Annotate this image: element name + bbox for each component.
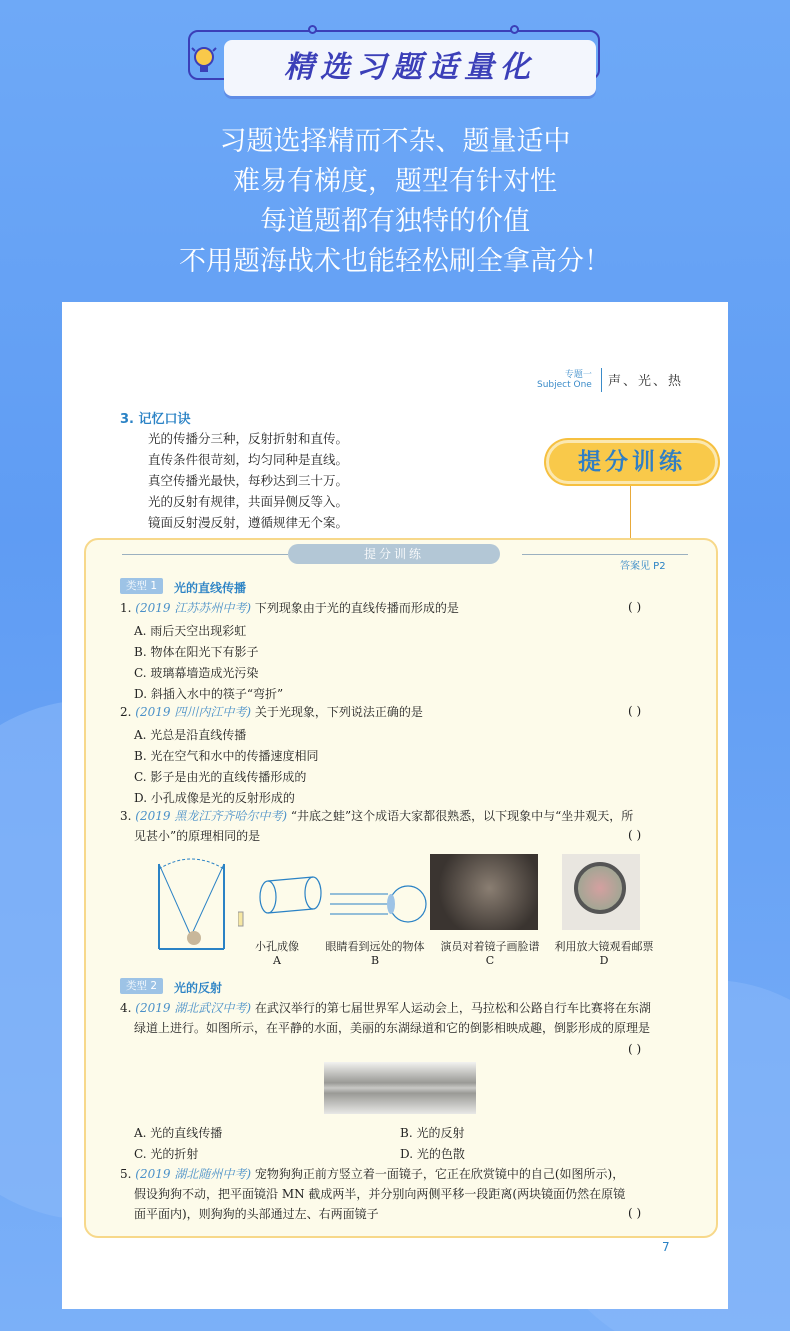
memory-line: 真空传播光最快，每秒达到三十万。	[148, 473, 349, 488]
memory-verse	[148, 428, 348, 533]
memory-heading: 3. 记忆口诀	[120, 412, 191, 427]
answer-blank: ( )	[628, 1206, 642, 1220]
figure-caption	[430, 938, 550, 967]
type-tag: 类型 1	[120, 578, 163, 594]
question-3	[120, 806, 633, 826]
callout-badge: 提分训练	[546, 440, 718, 484]
question-2	[120, 702, 423, 722]
banner-dot	[510, 25, 519, 34]
question-text: 在武汉举行的第七届世界军人运动会上，马拉松和公路自行车比赛将在东湖	[254, 1001, 651, 1015]
answer-blank: ( )	[628, 828, 642, 842]
option: A. 光总是沿直线传播	[134, 728, 247, 742]
question-5	[120, 1164, 624, 1184]
figure-caption-text: 眼睛看到远处的物体	[325, 940, 425, 953]
page-number: 7	[662, 1240, 670, 1254]
banner-title: 精选习题适量化	[284, 50, 536, 85]
photo-stamp-magnifier	[562, 854, 640, 930]
well-diagram	[154, 854, 244, 954]
figure-letter: B	[370, 954, 380, 967]
answer-blank: ( )	[628, 1042, 642, 1056]
figure-letter: A	[273, 954, 281, 967]
panel-title: 提分训练	[288, 544, 500, 564]
option: D. 小孔成像是光的反射形成的	[134, 791, 295, 805]
option: B. 光的反射	[400, 1126, 465, 1140]
question-text: 关于光现象，下列说法正确的是	[254, 705, 423, 719]
question-number: 1.	[120, 601, 132, 615]
intro-text	[0, 122, 790, 282]
answer-blank: ( )	[628, 600, 642, 614]
figure-caption-text: 小孔成像	[255, 940, 299, 953]
question-text-cont: 绿道上进行。如图所示，在平静的水面，美丽的东湖绿道和它的倒影相映成趣，倒影形成的原理是	[134, 1021, 651, 1035]
type-title: 光的反射	[174, 981, 223, 995]
question-source: (2019 江苏苏州中考)	[135, 601, 251, 615]
type-title: 光的直线传播	[174, 581, 247, 595]
question-number: 4.	[120, 1001, 132, 1015]
question-source: (2019 湖北武汉中考)	[135, 1001, 251, 1015]
question-number: 3.	[120, 809, 132, 823]
banner-dot	[308, 25, 317, 34]
callout-connector	[630, 486, 631, 538]
memory-line: 镜面反射漫反射，遵循规律无个案。	[148, 515, 349, 530]
question-text: “井底之蛙”这个成语大家都很熟悉，以下现象中与“坐井观天，所	[290, 809, 634, 823]
figure-caption	[242, 938, 312, 967]
eye-diagram	[328, 872, 428, 932]
question-number: 2.	[120, 705, 132, 719]
question-1	[120, 598, 459, 618]
option: B. 物体在阳光下有影子	[134, 645, 259, 659]
option: A. 光的直线传播	[134, 1126, 223, 1140]
question-source: (2019 湖北随州中考)	[135, 1167, 251, 1181]
option: B. 光在空气和水中的传播速度相同	[134, 749, 319, 763]
question-text-cont: 面平面内)，则狗狗的头部通过左、右两面镜子	[134, 1207, 379, 1221]
question-4	[120, 998, 651, 1018]
question-source: (2019 黑龙江齐齐哈尔中考)	[135, 809, 287, 823]
pinhole-camera-diagram	[238, 872, 328, 942]
header-divider	[601, 368, 602, 392]
memory-line: 光的反射有规律，共面异侧反等入。	[148, 494, 349, 509]
question-text-cont: 假设狗狗不动，把平面镜沿 MN 截成两半，并分别向两侧平移一段距离(两块镜面仍然在原镜	[134, 1187, 626, 1201]
divider-line	[122, 554, 288, 555]
memory-line: 光的传播分三种，反射折射和直传。	[148, 431, 349, 446]
question-number: 5.	[120, 1167, 132, 1181]
figure-caption-text: 利用放大镜观看邮票	[554, 940, 654, 953]
type-tag: 类型 2	[120, 978, 163, 994]
photo-lake-reflection	[324, 1062, 476, 1114]
option: A. 雨后天空出现彩虹	[134, 624, 247, 638]
header-subject-en: Subject One	[537, 380, 592, 390]
intro-line: 不用题海战术也能轻松刷全拿高分！	[179, 246, 611, 277]
question-source: (2019 四川内江中考)	[135, 705, 251, 719]
option: C. 光的折射	[134, 1147, 199, 1161]
divider-line	[522, 554, 688, 555]
figure-caption-text: 演员对着镜子画脸谱	[440, 940, 540, 953]
intro-line: 难易有梯度，题型有针对性	[233, 166, 557, 197]
figure-letter: C	[485, 954, 495, 967]
option: C. 影子是由光的直线传播形成的	[134, 770, 307, 784]
photo-opera-mask	[430, 854, 538, 930]
book-page	[62, 302, 728, 1309]
question-text: 下列现象由于光的直线传播而形成的是	[254, 601, 459, 615]
header-subject	[537, 370, 592, 390]
intro-line: 习题选择精而不杂、题量适中	[219, 126, 571, 157]
figure-caption	[320, 938, 430, 967]
answer-blank: ( )	[628, 704, 642, 718]
magnifier-icon	[574, 862, 626, 914]
option: C. 玻璃幕墙造成光污染	[134, 666, 259, 680]
header-topic-small: 专题一	[564, 370, 592, 380]
option: D. 光的色散	[400, 1147, 465, 1161]
figure-letter: D	[599, 954, 609, 967]
intro-line: 每道题都有独特的价值	[260, 206, 530, 237]
figure-caption	[544, 938, 664, 967]
memory-line: 直传条件很苛刻，均匀同种是直线。	[148, 452, 349, 467]
answer-reference: 答案见 P2	[620, 561, 666, 572]
header-title: 声、光、热	[608, 374, 684, 389]
question-text-cont: 见甚小”的原理相同的是	[134, 829, 261, 843]
lightbulb-icon	[190, 44, 218, 78]
option: D. 斜插入水中的筷子“弯折”	[134, 687, 284, 701]
question-text: 宠物狗狗正前方竖立着一面镜子，它正在欣赏镜中的自己(如图所示)，	[254, 1167, 625, 1181]
